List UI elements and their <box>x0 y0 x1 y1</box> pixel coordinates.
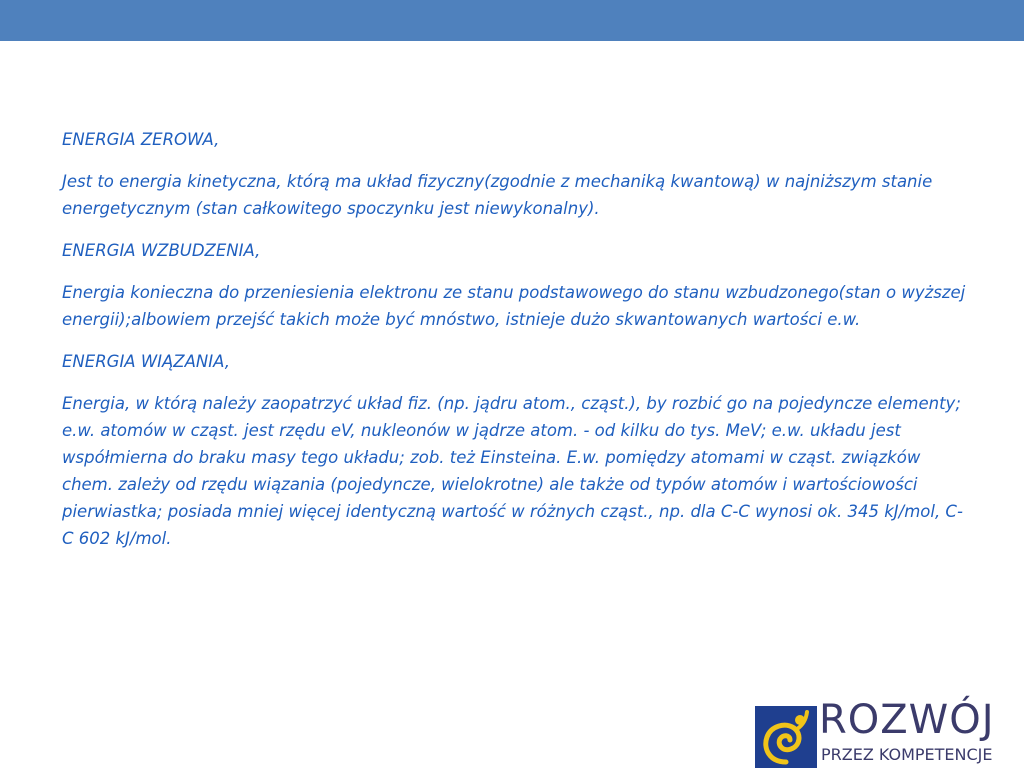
spiral-figure-logo-icon <box>755 706 817 768</box>
paragraph-energia-wiazania: Energia, w którą należy zaopatrzyć układ fiz. (np. jądru atom., cząst.), by rozbić go na pojedyncze elementy; e.w. atomów w cząst. jest rzędu eV, nukleonów w jądrze atom. - od kilku do tys. MeV; e.w. układu jest współmierna do braku masy tego układu; zob. też Einsteina. E.w. pomiędzy atomami w cząst. związków chem. zależy od rzędu wiązania (pojedyncze, wielokrotne) ale także od typów atomów i wartościowości pierwiastka; posiada mniej więcej identyczną wartość w różnych cząst., np. dla C-C wynosi ok. 345 kJ/mol, C-C 602 kJ/mol. <box>62 394 963 548</box>
heading-energia-wzbudzenia: ENERGIA WZBUDZENIA, <box>62 241 261 260</box>
rozwoj-logo <box>755 696 1024 768</box>
paragraph-energia-zerowa: Jest to energia kinetyczna, którą ma układ fizyczny(zgodnie z mechaniką kwantową) w najniższym stanie energetycznym (stan całkowitego spoczynku jest niewykonalny). <box>62 172 933 218</box>
heading-energia-wiazania: ENERGIA WIĄZANIA, <box>62 352 230 371</box>
heading-energia-zerowa: ENERGIA ZEROWA, <box>62 130 220 149</box>
logo-word: ROZWÓJ <box>819 697 995 743</box>
logo-subtitle: PRZEZ KOMPETENCJE <box>821 745 993 764</box>
slide-content <box>62 126 972 567</box>
paragraph-energia-wzbudzenia: Energia konieczna do przeniesienia elektronu ze stanu podstawowego do stanu wzbudzonego(stan o wyższej energii);albowiem przejść takich może być mnóstwo, istnieje dużo skwantowanych wartości e.w. <box>62 283 966 329</box>
top-bar <box>0 0 1024 41</box>
